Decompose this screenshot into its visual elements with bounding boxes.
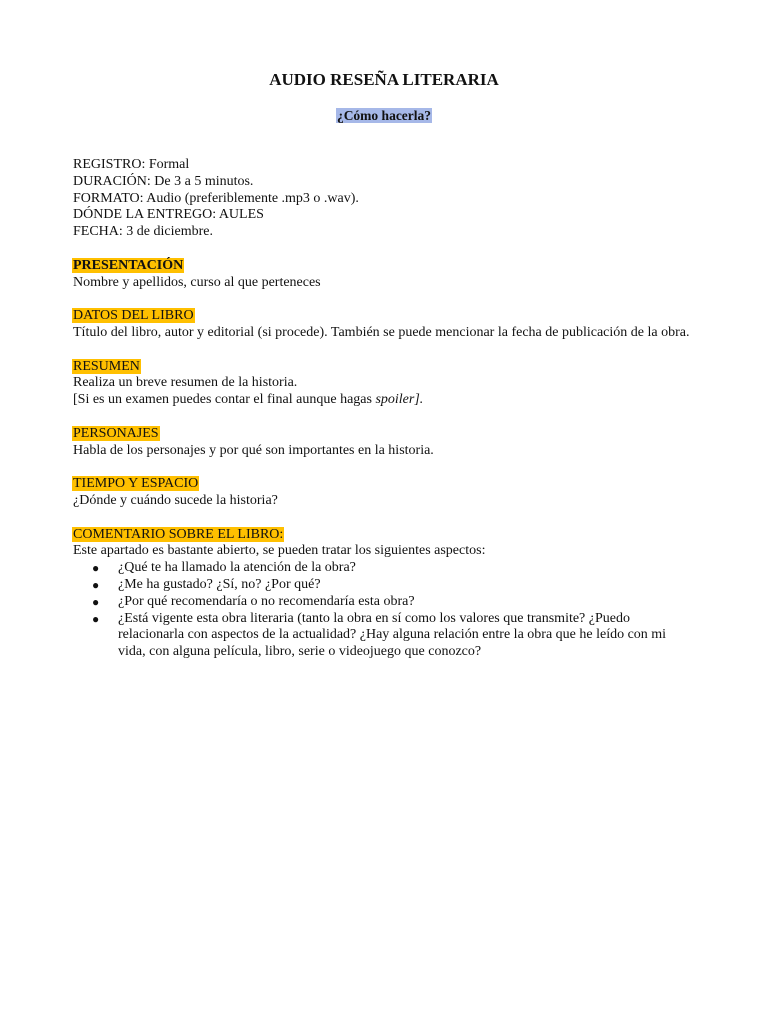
section-text-resumen: Realiza un breve resumen de la historia. — [73, 375, 298, 391]
spacer — [73, 291, 695, 308]
bullet-icon: ● — [92, 561, 100, 576]
section-text-personajes: Habla de los personajes y por qué son importantes en la historia. — [73, 442, 434, 458]
section-heading-comentario — [73, 527, 695, 544]
heading-highlight: PERSONAJES — [73, 425, 159, 441]
list-item — [92, 593, 695, 611]
list-item — [92, 560, 695, 577]
section-text-comentario: Este apartado es bastante abierto, se pueden tratar los siguientes aspectos: — [73, 543, 486, 559]
meta-entrega: DÓNDE LA ENTREGO: AULES — [73, 207, 264, 223]
list-item-text: ¿Me ha gustado? ¿Sí, no? ¿Por qué? — [118, 576, 321, 592]
section-heading-personajes — [73, 426, 695, 443]
section-text-datos-libro: Título del libro, autor y editorial (si procede). También se puede mencionar la fecha de publicación de la obra. — [73, 324, 690, 340]
meta-duracion: DURACIÓN: De 3 a 5 minutos. — [73, 173, 254, 189]
document-title: AUDIO RESEÑA LITERARIA — [269, 70, 499, 89]
section-heading-resumen — [73, 359, 695, 376]
document-subtitle: ¿Cómo hacerla? — [336, 108, 432, 123]
list-item — [92, 576, 695, 594]
list-item — [92, 610, 695, 661]
section-heading-tiempo-espacio — [73, 476, 695, 493]
document-body — [73, 157, 695, 661]
bullet-icon: ● — [92, 594, 100, 609]
spacer — [73, 510, 695, 527]
list-item-text: ¿Qué te ha llamado la atención de la obra? — [118, 560, 356, 576]
bullet-icon: ● — [92, 611, 100, 626]
note-italic: spoiler]. — [375, 392, 424, 408]
spacer — [73, 241, 695, 258]
document-subtitle-wrap — [0, 107, 768, 124]
heading-highlight: COMENTARIO SOBRE EL LIBRO: — [73, 526, 284, 542]
section-heading-presentacion — [73, 258, 695, 275]
spacer — [73, 342, 695, 359]
meta-fecha: FECHA: 3 de diciembre. — [73, 224, 213, 240]
bullet-icon: ● — [92, 577, 100, 592]
section-heading-datos-libro — [73, 308, 695, 325]
section-note-resumen — [73, 392, 695, 409]
spacer — [73, 459, 695, 476]
note-prefix: [Si es un examen puedes contar el final aunque hagas — [73, 392, 376, 408]
heading-highlight: RESUMEN — [73, 358, 140, 374]
heading-highlight: DATOS DEL LIBRO — [73, 308, 194, 324]
meta-registro: REGISTRO: Formal — [73, 157, 190, 172]
heading-highlight: TIEMPO Y ESPACIO — [73, 476, 199, 492]
meta-formato: FORMATO: Audio (preferiblemente .mp3 o .wav). — [73, 190, 359, 206]
spacer — [73, 409, 695, 426]
heading-highlight: PRESENTACIÓN — [73, 257, 184, 273]
comentario-bullet-list — [73, 560, 695, 661]
list-item-text: ¿Está vigente esta obra literaria (tanto la obra en sí como los valores que transmite? ¿Puedo relacionarla con aspectos de la actualidad? ¿Hay alguna relación entre la obra que he leído con mi vida, con alguna película, libro, serie o videojuego que conozco? — [118, 610, 667, 660]
section-text-presentacion: Nombre y apellidos, curso al que perteneces — [73, 274, 321, 290]
section-text-tiempo-espacio: ¿Dónde y cuándo sucede la historia? — [73, 492, 278, 508]
list-item-text: ¿Por qué recomendaría o no recomendaría esta obra? — [118, 593, 415, 609]
